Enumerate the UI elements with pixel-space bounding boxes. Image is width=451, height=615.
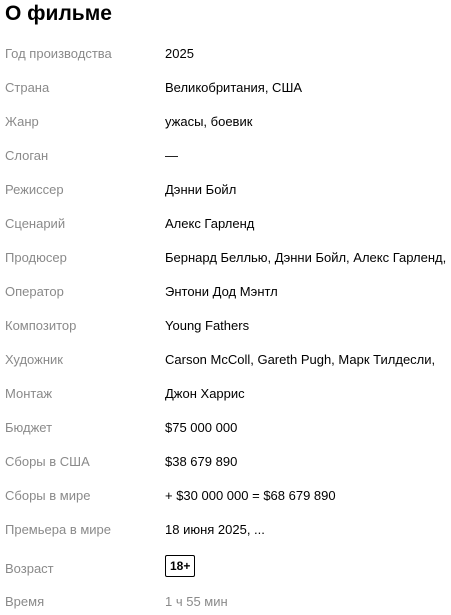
detail-row-artist [0,342,451,376]
detail-row-age [0,546,451,585]
detail-row-budget [0,410,451,444]
country-label: Страна [5,80,50,95]
detail-row-composer [0,308,451,342]
detail-row-producer [0,240,451,274]
detail-row-duration [0,585,451,615]
operator-label: Оператор [5,284,64,299]
box-office-world-label: Сборы в мире [5,488,91,503]
detail-row-tagline [0,138,451,172]
genre-label: Жанр [5,114,39,129]
country-value[interactable]: Великобритания, США [165,80,303,95]
age-label: Возраст [5,561,54,576]
year-value[interactable]: 2025 [165,46,194,61]
budget-label: Бюджет [5,420,53,435]
detail-row-screenplay [0,206,451,240]
duration-value: 1 ч 55 мин [165,594,228,609]
detail-row-box-office-world [0,478,451,512]
box-office-usa-label: Сборы в США [5,454,90,469]
director-value[interactable]: Дэнни Бойл [165,182,237,197]
tagline-value: — [165,148,178,163]
editing-label: Монтаж [5,386,53,401]
artist-value[interactable]: Carson McColl, Gareth Pugh, Марк Тилдесли, [165,352,436,367]
tagline-label: Слоган [5,148,49,163]
duration-label: Время [5,594,45,609]
premiere-world-value[interactable]: 18 июня 2025, ... [165,522,265,537]
producer-value[interactable]: Бернард Беллью, Дэнни Бойл, Алекс Гарленд, [165,250,447,265]
box-office-usa-value[interactable]: $38 679 890 [165,454,238,469]
screenplay-label: Сценарий [5,216,66,231]
detail-row-director [0,172,451,206]
genre-value[interactable]: ужасы, боевик [165,114,253,129]
screenplay-value[interactable]: Алекс Гарленд [165,216,255,231]
age-rating-badge[interactable]: 18+ [165,555,195,577]
artist-label: Художник [5,352,63,367]
year-label: Год производства [5,46,112,61]
editing-value[interactable]: Джон Харрис [165,386,245,401]
operator-value[interactable]: Энтони Дод Мэнтл [165,284,278,299]
detail-row-editing [0,376,451,410]
composer-label: Композитор [5,318,77,333]
detail-row-operator [0,274,451,308]
section-title: О фильме [5,2,112,25]
budget-value[interactable]: $75 000 000 [165,420,238,435]
detail-row-box-office-usa [0,444,451,478]
detail-row-country [0,70,451,104]
director-label: Режиссер [5,182,64,197]
film-details-list [0,36,451,615]
composer-value[interactable]: Young Fathers [165,318,250,333]
detail-row-premiere-world [0,512,451,546]
producer-label: Продюсер [5,250,67,265]
premiere-world-label: Премьера в мире [5,522,111,537]
box-office-world-value[interactable]: + $30 000 000 = $68 679 890 [165,488,336,503]
detail-row-genre [0,104,451,138]
detail-row-year [0,36,451,70]
